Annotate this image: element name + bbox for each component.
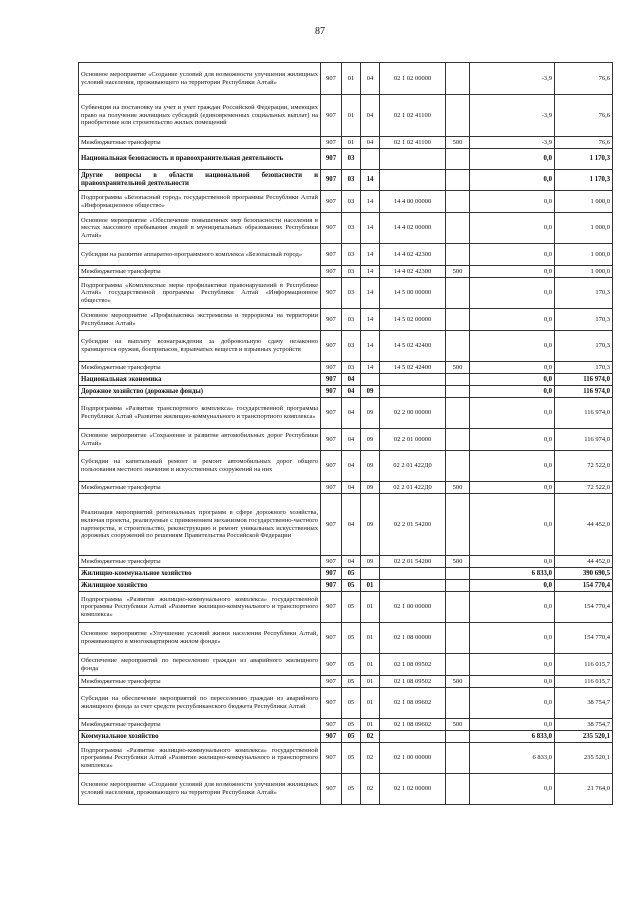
- budget-table: [78, 62, 613, 805]
- row-amount-total-cell: 170,3: [555, 278, 613, 309]
- row-expense-type-cell: 500: [446, 137, 470, 149]
- row-amount-total-cell: 170,3: [555, 362, 613, 374]
- row-grbs-cell: 907: [321, 95, 342, 137]
- table-row: [79, 63, 613, 95]
- row-section-cell: 05: [342, 676, 361, 688]
- table-row: [79, 309, 613, 331]
- row-amount-change-cell: 0,0: [470, 386, 555, 398]
- row-subsection-cell: 04: [361, 137, 380, 149]
- table-row: [79, 170, 613, 191]
- row-amount-change-cell: 0,0: [470, 580, 555, 592]
- row-amount-total-cell: 170,3: [555, 309, 613, 331]
- row-target-item-cell: 02 2 01 54200: [380, 494, 446, 556]
- row-amount-change-cell: 0,0: [470, 592, 555, 623]
- row-grbs-cell: 907: [321, 362, 342, 374]
- row-name-cell: Межбюджетные трансферты: [79, 719, 321, 731]
- table-row: [79, 719, 613, 731]
- row-grbs-cell: 907: [321, 688, 342, 719]
- table-row: [79, 494, 613, 556]
- row-grbs-cell: 907: [321, 592, 342, 623]
- row-expense-type-cell: [446, 278, 470, 309]
- row-expense-type-cell: [446, 654, 470, 676]
- row-target-item-cell: [380, 374, 446, 386]
- row-target-item-cell: 14 5 02 00000: [380, 309, 446, 331]
- row-amount-total-cell: 170,3: [555, 331, 613, 362]
- row-target-item-cell: [380, 386, 446, 398]
- row-name-cell: Подпрограмма «Безопасный город» государственной программы Республики Алтай «Информационное общество»: [79, 191, 321, 213]
- row-section-cell: 04: [342, 482, 361, 494]
- row-name-cell: Основное мероприятие «Создание условий для возможности улучшения жилищных условий населения, проживающего на территории Республики Алтай»: [79, 774, 321, 805]
- row-amount-change-cell: 0,0: [470, 374, 555, 386]
- row-name-cell: Основное мероприятие «Обеспечение повышенных мер безопасности населения в местах массового пребывания людей в муниципальных образованиях Республики Алтай»: [79, 213, 321, 244]
- row-name-cell: Реализация мероприятий региональных программ в сфере дорожного хозяйства, включая проекты, реализуемые с применением механизмов государственно-частного партнерства, и строительство, реконструкцию и ремонт уникальных искусственных дорожных сооружений по решениям Правительства Российской Федерации: [79, 494, 321, 556]
- row-subsection-cell: 14: [361, 191, 380, 213]
- row-subsection-cell: 01: [361, 623, 380, 654]
- row-expense-type-cell: [446, 774, 470, 805]
- row-subsection-cell: 02: [361, 774, 380, 805]
- row-name-cell: Подпрограмма «Развитие жилищно-коммунального комплекса» государственной программы Республики Алтай «Развитие жилищно-коммунального и транспортного комплекса»: [79, 743, 321, 774]
- row-name-cell: Коммунальное хозяйство: [79, 731, 321, 743]
- row-amount-change-cell: -3,9: [470, 95, 555, 137]
- table-row: [79, 731, 613, 743]
- row-section-cell: 03: [342, 244, 361, 266]
- row-expense-type-cell: [446, 592, 470, 623]
- row-name-cell: Субвенция на постановку на учет и учет граждан Российской Федерации, имеющих право на получение жилищных субсидий (единовременных социальных выплат) на приобретение или строительство жилых помещений: [79, 95, 321, 137]
- row-amount-total-cell: 21 764,0: [555, 774, 613, 805]
- row-name-cell: Межбюджетные трансферты: [79, 482, 321, 494]
- row-subsection-cell: [361, 149, 380, 170]
- row-amount-change-cell: 0,0: [470, 149, 555, 170]
- row-target-item-cell: 14 5 02 42400: [380, 362, 446, 374]
- row-subsection-cell: 09: [361, 386, 380, 398]
- row-amount-change-cell: -3,9: [470, 137, 555, 149]
- row-amount-total-cell: 116 974,0: [555, 429, 613, 451]
- table-row: [79, 429, 613, 451]
- row-section-cell: 05: [342, 688, 361, 719]
- row-amount-change-cell: 0,0: [470, 654, 555, 676]
- row-target-item-cell: 14 4 02 42300: [380, 266, 446, 278]
- row-expense-type-cell: [446, 568, 470, 580]
- page-number: 87: [315, 26, 325, 37]
- table-row: [79, 386, 613, 398]
- row-section-cell: 05: [342, 654, 361, 676]
- row-subsection-cell: 02: [361, 743, 380, 774]
- row-name-cell: Межбюджетные трансферты: [79, 266, 321, 278]
- row-subsection-cell: 02: [361, 731, 380, 743]
- row-amount-total-cell: 1 170,3: [555, 170, 613, 191]
- row-grbs-cell: 907: [321, 386, 342, 398]
- row-expense-type-cell: [446, 623, 470, 654]
- row-subsection-cell: 09: [361, 429, 380, 451]
- row-grbs-cell: 907: [321, 482, 342, 494]
- table-row: [79, 451, 613, 482]
- row-grbs-cell: 907: [321, 568, 342, 580]
- row-expense-type-cell: [446, 95, 470, 137]
- row-grbs-cell: 907: [321, 556, 342, 568]
- row-amount-change-cell: 0,0: [470, 556, 555, 568]
- row-subsection-cell: [361, 374, 380, 386]
- row-amount-total-cell: 76,6: [555, 63, 613, 95]
- row-name-cell: Межбюджетные трансферты: [79, 137, 321, 149]
- row-name-cell: Межбюджетные трансферты: [79, 556, 321, 568]
- row-section-cell: 05: [342, 592, 361, 623]
- row-grbs-cell: 907: [321, 137, 342, 149]
- row-target-item-cell: 02 2 01 54200: [380, 556, 446, 568]
- row-name-cell: Другие вопросы в области национальной безопасности и правоохранительной деятельности: [79, 170, 321, 191]
- row-name-cell: Национальная безопасность и правоохранительная деятельность: [79, 149, 321, 170]
- row-amount-change-cell: 0,0: [470, 451, 555, 482]
- row-amount-total-cell: 154 770,4: [555, 580, 613, 592]
- row-name-cell: Основное мероприятие «Профилактика экстремизма и терроризма на территории Республики Алтай»: [79, 309, 321, 331]
- row-amount-change-cell: 0,0: [470, 719, 555, 731]
- row-target-item-cell: [380, 580, 446, 592]
- row-amount-change-cell: 0,0: [470, 331, 555, 362]
- budget-table-body: [79, 63, 613, 805]
- row-section-cell: 04: [342, 429, 361, 451]
- row-subsection-cell: 09: [361, 494, 380, 556]
- row-subsection-cell: 01: [361, 654, 380, 676]
- row-section-cell: 03: [342, 170, 361, 191]
- row-expense-type-cell: [446, 244, 470, 266]
- row-subsection-cell: 14: [361, 331, 380, 362]
- row-amount-change-cell: 0,0: [470, 309, 555, 331]
- row-section-cell: 03: [342, 149, 361, 170]
- row-section-cell: 05: [342, 731, 361, 743]
- row-section-cell: 03: [342, 266, 361, 278]
- row-grbs-cell: 907: [321, 244, 342, 266]
- row-expense-type-cell: 500: [446, 556, 470, 568]
- row-name-cell: Субсидии на выплату вознаграждения за добровольную сдачу незаконно хранящегося оружия, боеприпасов, взрывчатых веществ и взрывных устройств: [79, 331, 321, 362]
- row-amount-total-cell: 72 522,0: [555, 482, 613, 494]
- row-target-item-cell: 02 1 00 00000: [380, 592, 446, 623]
- row-amount-total-cell: 1 000,0: [555, 213, 613, 244]
- row-expense-type-cell: [446, 149, 470, 170]
- row-name-cell: Дорожное хозяйство (дорожные фонды): [79, 386, 321, 398]
- row-target-item-cell: 02 1 02 00000: [380, 63, 446, 95]
- row-target-item-cell: [380, 149, 446, 170]
- row-expense-type-cell: [446, 63, 470, 95]
- row-grbs-cell: 907: [321, 170, 342, 191]
- row-target-item-cell: [380, 170, 446, 191]
- row-amount-change-cell: 0,0: [470, 688, 555, 719]
- row-amount-change-cell: 0,0: [470, 191, 555, 213]
- row-amount-total-cell: 235 520,1: [555, 731, 613, 743]
- row-amount-total-cell: 76,6: [555, 95, 613, 137]
- table-row: [79, 556, 613, 568]
- row-section-cell: 03: [342, 362, 361, 374]
- table-row: [79, 568, 613, 580]
- row-expense-type-cell: 500: [446, 719, 470, 731]
- row-amount-total-cell: 154 770,4: [555, 623, 613, 654]
- row-amount-total-cell: 116 974,0: [555, 386, 613, 398]
- row-grbs-cell: 907: [321, 580, 342, 592]
- row-section-cell: 03: [342, 213, 361, 244]
- row-grbs-cell: 907: [321, 213, 342, 244]
- row-expense-type-cell: [446, 451, 470, 482]
- row-amount-total-cell: 38 754,7: [555, 719, 613, 731]
- row-section-cell: 04: [342, 451, 361, 482]
- row-expense-type-cell: [446, 731, 470, 743]
- row-amount-change-cell: 0,0: [470, 398, 555, 429]
- row-expense-type-cell: 500: [446, 362, 470, 374]
- row-subsection-cell: 14: [361, 309, 380, 331]
- row-grbs-cell: 907: [321, 191, 342, 213]
- row-section-cell: 01: [342, 95, 361, 137]
- table-row: [79, 374, 613, 386]
- row-target-item-cell: 02 1 02 41100: [380, 95, 446, 137]
- row-amount-change-cell: -3,9: [470, 63, 555, 95]
- row-expense-type-cell: [446, 580, 470, 592]
- row-grbs-cell: 907: [321, 63, 342, 95]
- row-grbs-cell: 907: [321, 331, 342, 362]
- row-target-item-cell: 14 5 00 00000: [380, 278, 446, 309]
- row-name-cell: Подпрограмма «Комплексные меры профилактики правонарушений в Республике Алтай» государственной программы Республики Алтай «Информационное общество»: [79, 278, 321, 309]
- row-section-cell: 04: [342, 386, 361, 398]
- row-section-cell: 04: [342, 374, 361, 386]
- row-amount-total-cell: 154 770,4: [555, 592, 613, 623]
- row-section-cell: 01: [342, 63, 361, 95]
- row-amount-total-cell: 1 000,0: [555, 266, 613, 278]
- row-subsection-cell: 14: [361, 266, 380, 278]
- row-section-cell: 01: [342, 137, 361, 149]
- row-expense-type-cell: [446, 213, 470, 244]
- table-row: [79, 398, 613, 429]
- row-name-cell: Субсидии на развитие аппаратно-программного комплекса «Безопасный город»: [79, 244, 321, 266]
- row-amount-change-cell: 0,0: [470, 266, 555, 278]
- row-name-cell: Подпрограмма «Развитие транспортного комплекса» государственной программы Республики Алтай «Развитие жилищно-коммунального и транспортного комплекса»: [79, 398, 321, 429]
- row-amount-total-cell: 390 690,5: [555, 568, 613, 580]
- table-row: [79, 149, 613, 170]
- row-expense-type-cell: [446, 398, 470, 429]
- row-expense-type-cell: [446, 494, 470, 556]
- table-row: [79, 331, 613, 362]
- row-expense-type-cell: [446, 743, 470, 774]
- table-row: [79, 191, 613, 213]
- row-subsection-cell: 14: [361, 213, 380, 244]
- row-subsection-cell: 04: [361, 63, 380, 95]
- row-subsection-cell: 14: [361, 362, 380, 374]
- row-amount-change-cell: 0,0: [470, 482, 555, 494]
- row-amount-change-cell: 0,0: [470, 774, 555, 805]
- row-amount-total-cell: 72 522,0: [555, 451, 613, 482]
- row-amount-total-cell: 1 170,3: [555, 149, 613, 170]
- row-amount-change-cell: 6 833,0: [470, 743, 555, 774]
- row-grbs-cell: 907: [321, 623, 342, 654]
- row-amount-total-cell: 116 015,7: [555, 676, 613, 688]
- row-section-cell: 05: [342, 719, 361, 731]
- row-subsection-cell: 01: [361, 592, 380, 623]
- row-grbs-cell: 907: [321, 654, 342, 676]
- row-target-item-cell: 02 1 08 00000: [380, 623, 446, 654]
- row-target-item-cell: 02 1 08 09502: [380, 676, 446, 688]
- table-row: [79, 95, 613, 137]
- row-amount-change-cell: 6 833,0: [470, 568, 555, 580]
- row-section-cell: 05: [342, 568, 361, 580]
- row-grbs-cell: 907: [321, 774, 342, 805]
- row-expense-type-cell: 500: [446, 482, 470, 494]
- row-amount-total-cell: 116 974,0: [555, 374, 613, 386]
- row-name-cell: Межбюджетные трансферты: [79, 362, 321, 374]
- row-grbs-cell: 907: [321, 266, 342, 278]
- row-amount-total-cell: 116 974,0: [555, 398, 613, 429]
- row-section-cell: 05: [342, 580, 361, 592]
- row-amount-change-cell: 0,0: [470, 170, 555, 191]
- row-section-cell: 03: [342, 191, 361, 213]
- row-target-item-cell: 14 4 02 00000: [380, 213, 446, 244]
- row-grbs-cell: 907: [321, 309, 342, 331]
- row-expense-type-cell: 500: [446, 266, 470, 278]
- row-amount-total-cell: 44 452,0: [555, 556, 613, 568]
- row-amount-change-cell: 0,0: [470, 278, 555, 309]
- row-subsection-cell: 09: [361, 451, 380, 482]
- row-name-cell: Жилищно-коммунальное хозяйство: [79, 568, 321, 580]
- row-subsection-cell: 09: [361, 398, 380, 429]
- row-section-cell: 04: [342, 398, 361, 429]
- row-target-item-cell: 02 1 08 09502: [380, 654, 446, 676]
- row-subsection-cell: 14: [361, 278, 380, 309]
- row-amount-total-cell: 1 000,0: [555, 191, 613, 213]
- row-amount-change-cell: 0,0: [470, 623, 555, 654]
- row-expense-type-cell: [446, 429, 470, 451]
- table-row: [79, 654, 613, 676]
- row-amount-change-cell: 0,0: [470, 362, 555, 374]
- row-name-cell: Основное мероприятие «Создание условий для возможности улучшения жилищных условий населения, проживающего на территории Республики Алтай»: [79, 63, 321, 95]
- row-name-cell: Национальная экономика: [79, 374, 321, 386]
- row-name-cell: Субсидии на обеспечение мероприятий по переселению граждан из аварийного жилищного фонда за счет средств республиканского бюджета Республики Алтай: [79, 688, 321, 719]
- row-amount-total-cell: 44 452,0: [555, 494, 613, 556]
- row-section-cell: 03: [342, 309, 361, 331]
- table-row: [79, 213, 613, 244]
- row-target-item-cell: 02 1 02 00000: [380, 774, 446, 805]
- table-row: [79, 688, 613, 719]
- row-expense-type-cell: 500: [446, 676, 470, 688]
- row-target-item-cell: 02 1 02 41100: [380, 137, 446, 149]
- row-name-cell: Жилищное хозяйство: [79, 580, 321, 592]
- table-row: [79, 743, 613, 774]
- row-amount-total-cell: 235 520,1: [555, 743, 613, 774]
- row-name-cell: Подпрограмма «Развитие жилищно-коммунального комплекса» государственной программы Республики Алтай «Развитие жилищно-коммунального и транспортного комплекса»: [79, 592, 321, 623]
- row-amount-total-cell: 116 015,7: [555, 654, 613, 676]
- row-name-cell: Основное мероприятие «Сохранение и развитие автомобильных дорог Республики Алтай»: [79, 429, 321, 451]
- row-subsection-cell: 01: [361, 580, 380, 592]
- row-expense-type-cell: [446, 386, 470, 398]
- row-grbs-cell: 907: [321, 676, 342, 688]
- row-target-item-cell: 02 1 08 09602: [380, 719, 446, 731]
- row-subsection-cell: 01: [361, 719, 380, 731]
- row-target-item-cell: 14 4 02 42300: [380, 244, 446, 266]
- row-subsection-cell: [361, 568, 380, 580]
- table-row: [79, 580, 613, 592]
- row-subsection-cell: 01: [361, 688, 380, 719]
- table-row: [79, 278, 613, 309]
- row-section-cell: 03: [342, 278, 361, 309]
- row-target-item-cell: 02 1 08 09602: [380, 688, 446, 719]
- row-expense-type-cell: [446, 374, 470, 386]
- row-target-item-cell: 02 2 01 422Д0: [380, 482, 446, 494]
- row-target-item-cell: 02 2 01 00000: [380, 429, 446, 451]
- row-section-cell: 05: [342, 743, 361, 774]
- row-amount-change-cell: 0,0: [470, 676, 555, 688]
- row-grbs-cell: 907: [321, 149, 342, 170]
- row-name-cell: Межбюджетные трансферты: [79, 676, 321, 688]
- row-target-item-cell: 14 5 02 42400: [380, 331, 446, 362]
- row-section-cell: 03: [342, 331, 361, 362]
- row-subsection-cell: 14: [361, 170, 380, 191]
- row-expense-type-cell: [446, 331, 470, 362]
- row-grbs-cell: 907: [321, 374, 342, 386]
- table-row: [79, 244, 613, 266]
- row-amount-total-cell: 38 754,7: [555, 688, 613, 719]
- row-name-cell: Субсидии на капитальный ремонт и ремонт автомобильных дорог общего пользования местного значения и искусственных сооружений на них: [79, 451, 321, 482]
- row-grbs-cell: 907: [321, 278, 342, 309]
- table-row: [79, 774, 613, 805]
- row-expense-type-cell: [446, 191, 470, 213]
- row-amount-change-cell: 0,0: [470, 494, 555, 556]
- table-row: [79, 623, 613, 654]
- row-grbs-cell: 907: [321, 494, 342, 556]
- table-row: [79, 482, 613, 494]
- row-expense-type-cell: [446, 688, 470, 719]
- row-target-item-cell: [380, 731, 446, 743]
- table-row: [79, 266, 613, 278]
- row-target-item-cell: 02 1 00 00000: [380, 743, 446, 774]
- row-expense-type-cell: [446, 309, 470, 331]
- row-subsection-cell: 09: [361, 482, 380, 494]
- row-amount-change-cell: 0,0: [470, 429, 555, 451]
- row-subsection-cell: 14: [361, 244, 380, 266]
- row-section-cell: 04: [342, 556, 361, 568]
- row-target-item-cell: 02 2 00 00000: [380, 398, 446, 429]
- row-grbs-cell: 907: [321, 451, 342, 482]
- row-amount-change-cell: 6 833,0: [470, 731, 555, 743]
- row-subsection-cell: 04: [361, 95, 380, 137]
- row-grbs-cell: 907: [321, 429, 342, 451]
- table-row: [79, 137, 613, 149]
- row-grbs-cell: 907: [321, 398, 342, 429]
- row-target-item-cell: 02 2 01 422Д0: [380, 451, 446, 482]
- row-section-cell: 05: [342, 774, 361, 805]
- row-grbs-cell: 907: [321, 719, 342, 731]
- row-subsection-cell: 01: [361, 676, 380, 688]
- row-section-cell: 04: [342, 494, 361, 556]
- row-subsection-cell: 09: [361, 556, 380, 568]
- row-amount-change-cell: 0,0: [470, 213, 555, 244]
- row-target-item-cell: [380, 568, 446, 580]
- row-amount-total-cell: 76,6: [555, 137, 613, 149]
- row-expense-type-cell: [446, 170, 470, 191]
- row-amount-change-cell: 0,0: [470, 244, 555, 266]
- table-row: [79, 592, 613, 623]
- row-target-item-cell: 14 4 00 00000: [380, 191, 446, 213]
- table-row: [79, 676, 613, 688]
- row-section-cell: 05: [342, 623, 361, 654]
- row-grbs-cell: 907: [321, 731, 342, 743]
- row-amount-total-cell: 1 000,0: [555, 244, 613, 266]
- row-name-cell: Основное мероприятие «Улучшение условий жизни населения Республики Алтай, проживающего в многоквартирном жилом фонде»: [79, 623, 321, 654]
- table-row: [79, 362, 613, 374]
- row-name-cell: Обеспечение мероприятий по переселению граждан из аварийного жилищного фонда: [79, 654, 321, 676]
- row-grbs-cell: 907: [321, 743, 342, 774]
